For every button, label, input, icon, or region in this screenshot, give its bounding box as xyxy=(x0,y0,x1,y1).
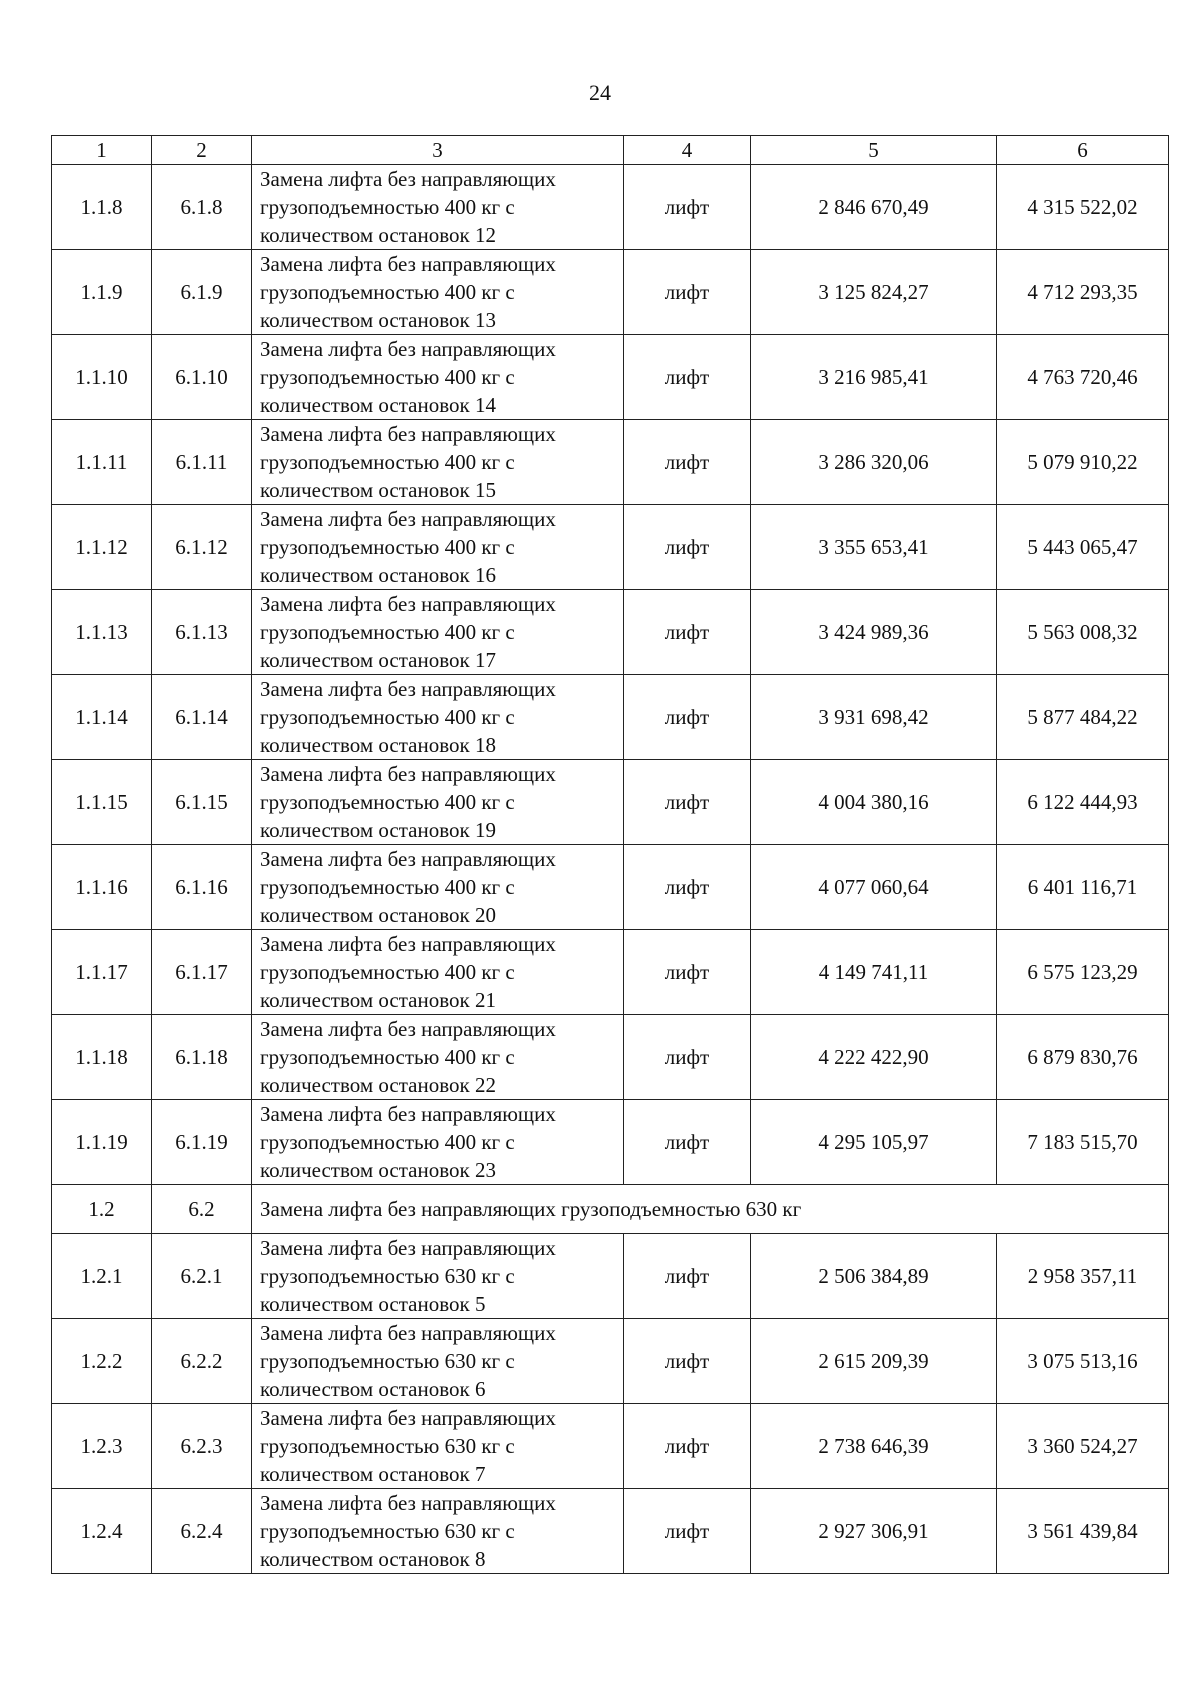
row-code: 6.1.12 xyxy=(152,505,252,590)
description-line: Замена лифта без направляющих xyxy=(260,847,556,871)
description-line: Замена лифта без направляющих xyxy=(260,762,556,786)
row-code: 6.1.13 xyxy=(152,590,252,675)
row-description xyxy=(252,1234,624,1319)
row-unit: лифт xyxy=(624,1100,751,1185)
row-value-5: 4 077 060,64 xyxy=(751,845,997,930)
description-line: Замена лифта без направляющих xyxy=(260,677,556,701)
description-line: грузоподъемностью 400 кг с xyxy=(260,705,515,729)
row-value-5: 2 615 209,39 xyxy=(751,1319,997,1404)
row-number: 1.1.13 xyxy=(52,590,152,675)
description-line: Замена лифта без направляющих xyxy=(260,932,556,956)
row-value-5: 4 222 422,90 xyxy=(751,1015,997,1100)
description-line: грузоподъемностью 400 кг с xyxy=(260,450,515,474)
row-description xyxy=(252,1404,624,1489)
description-line: количеством остановок 23 xyxy=(260,1158,496,1182)
row-description xyxy=(252,1100,624,1185)
row-unit: лифт xyxy=(624,590,751,675)
group-row xyxy=(52,1185,1169,1234)
table-body xyxy=(52,165,1169,1574)
header-col-1: 1 xyxy=(52,136,152,165)
row-value-6: 2 958 357,11 xyxy=(997,1234,1169,1319)
row-number: 1.1.12 xyxy=(52,505,152,590)
table-row xyxy=(52,420,1169,505)
row-value-6: 6 575 123,29 xyxy=(997,930,1169,1015)
description-line: количеством остановок 8 xyxy=(260,1547,486,1571)
row-number: 1.1.14 xyxy=(52,675,152,760)
description-line: количеством остановок 21 xyxy=(260,988,496,1012)
row-description xyxy=(252,845,624,930)
row-value-5: 3 125 824,27 xyxy=(751,250,997,335)
table-row xyxy=(52,590,1169,675)
table-row xyxy=(52,845,1169,930)
row-code: 6.1.14 xyxy=(152,675,252,760)
page-number: 24 xyxy=(589,80,611,105)
description-line: грузоподъемностью 630 кг с xyxy=(260,1349,515,1373)
table-row xyxy=(52,165,1169,250)
price-table xyxy=(51,135,1169,1574)
header-col-4: 4 xyxy=(624,136,751,165)
description-line: грузоподъемностью 630 кг с xyxy=(260,1434,515,1458)
row-number: 1.2.1 xyxy=(52,1234,152,1319)
row-value-6: 3 075 513,16 xyxy=(997,1319,1169,1404)
description-line: Замена лифта без направляющих xyxy=(260,1321,556,1345)
row-description xyxy=(252,1489,624,1574)
row-code: 6.1.10 xyxy=(152,335,252,420)
row-description xyxy=(252,335,624,420)
row-number: 1.2.2 xyxy=(52,1319,152,1404)
row-code: 6.1.15 xyxy=(152,760,252,845)
row-value-6: 6 122 444,93 xyxy=(997,760,1169,845)
row-code: 6.2.3 xyxy=(152,1404,252,1489)
row-value-5: 2 846 670,49 xyxy=(751,165,997,250)
description-line: количеством остановок 7 xyxy=(260,1462,486,1486)
row-value-6: 4 315 522,02 xyxy=(997,165,1169,250)
row-code: 6.1.18 xyxy=(152,1015,252,1100)
row-description xyxy=(252,590,624,675)
row-unit: лифт xyxy=(624,1234,751,1319)
description-line: количеством остановок 5 xyxy=(260,1292,486,1316)
description-line: грузоподъемностью 400 кг с xyxy=(260,535,515,559)
table-row xyxy=(52,760,1169,845)
row-value-6: 5 563 008,32 xyxy=(997,590,1169,675)
row-unit: лифт xyxy=(624,845,751,930)
description-line: грузоподъемностью 400 кг с xyxy=(260,195,515,219)
description-line: Замена лифта без направляющих xyxy=(260,507,556,531)
row-value-6: 6 879 830,76 xyxy=(997,1015,1169,1100)
row-code: 6.2.2 xyxy=(152,1319,252,1404)
description-line: грузоподъемностью 400 кг с xyxy=(260,1130,515,1154)
row-description xyxy=(252,675,624,760)
row-code: 6.1.19 xyxy=(152,1100,252,1185)
row-value-6: 5 877 484,22 xyxy=(997,675,1169,760)
row-number: 1.1.17 xyxy=(52,930,152,1015)
description-line: грузоподъемностью 400 кг с xyxy=(260,365,515,389)
header-col-6: 6 xyxy=(997,136,1169,165)
row-value-6: 5 443 065,47 xyxy=(997,505,1169,590)
description-line: грузоподъемностью 630 кг с xyxy=(260,1519,515,1543)
header-row xyxy=(52,136,1169,165)
group-title: Замена лифта без направляющих грузоподъемностью 630 кг xyxy=(252,1185,1169,1234)
row-value-5: 3 355 653,41 xyxy=(751,505,997,590)
row-number: 1.1.16 xyxy=(52,845,152,930)
description-line: грузоподъемностью 400 кг с xyxy=(260,1045,515,1069)
row-number: 1.1.9 xyxy=(52,250,152,335)
table-row xyxy=(52,675,1169,760)
row-value-6: 4 763 720,46 xyxy=(997,335,1169,420)
row-description xyxy=(252,930,624,1015)
row-value-5: 3 424 989,36 xyxy=(751,590,997,675)
row-unit: лифт xyxy=(624,165,751,250)
row-number: 1.1.18 xyxy=(52,1015,152,1100)
row-unit: лифт xyxy=(624,250,751,335)
row-description xyxy=(252,165,624,250)
row-code: 6.1.9 xyxy=(152,250,252,335)
description-line: грузоподъемностью 400 кг с xyxy=(260,875,515,899)
row-unit: лифт xyxy=(624,1319,751,1404)
row-value-5: 4 149 741,11 xyxy=(751,930,997,1015)
description-line: количеством остановок 17 xyxy=(260,648,496,672)
description-line: количеством остановок 13 xyxy=(260,308,496,332)
row-unit: лифт xyxy=(624,675,751,760)
row-value-6: 6 401 116,71 xyxy=(997,845,1169,930)
row-code: 6.1.16 xyxy=(152,845,252,930)
row-value-5: 3 216 985,41 xyxy=(751,335,997,420)
table-row xyxy=(52,505,1169,590)
description-line: Замена лифта без направляющих xyxy=(260,1406,556,1430)
header-col-3: 3 xyxy=(252,136,624,165)
row-code: 6.2.1 xyxy=(152,1234,252,1319)
row-code: 6.1.8 xyxy=(152,165,252,250)
row-description xyxy=(252,250,624,335)
table-row xyxy=(52,1015,1169,1100)
row-number: 1.1.19 xyxy=(52,1100,152,1185)
table-row xyxy=(52,930,1169,1015)
row-unit: лифт xyxy=(624,335,751,420)
row-value-5: 2 506 384,89 xyxy=(751,1234,997,1319)
description-line: грузоподъемностью 630 кг с xyxy=(260,1264,515,1288)
row-value-5: 2 738 646,39 xyxy=(751,1404,997,1489)
row-value-5: 2 927 306,91 xyxy=(751,1489,997,1574)
row-value-6: 3 561 439,84 xyxy=(997,1489,1169,1574)
row-value-6: 3 360 524,27 xyxy=(997,1404,1169,1489)
description-line: количеством остановок 20 xyxy=(260,903,496,927)
description-line: количеством остановок 6 xyxy=(260,1377,486,1401)
row-number: 1.2 xyxy=(52,1185,152,1234)
row-number: 1.1.11 xyxy=(52,420,152,505)
row-code: 6.2 xyxy=(152,1185,252,1234)
row-value-6: 7 183 515,70 xyxy=(997,1100,1169,1185)
table-row xyxy=(52,1404,1169,1489)
row-unit: лифт xyxy=(624,420,751,505)
row-value-6: 5 079 910,22 xyxy=(997,420,1169,505)
description-line: Замена лифта без направляющих xyxy=(260,167,556,191)
row-unit: лифт xyxy=(624,760,751,845)
row-unit: лифт xyxy=(624,930,751,1015)
row-unit: лифт xyxy=(624,1404,751,1489)
row-description xyxy=(252,420,624,505)
row-value-5: 4 004 380,16 xyxy=(751,760,997,845)
description-line: Замена лифта без направляющих xyxy=(260,422,556,446)
description-line: Замена лифта без направляющих xyxy=(260,252,556,276)
table-row xyxy=(52,250,1169,335)
header-col-5: 5 xyxy=(751,136,997,165)
row-code: 6.2.4 xyxy=(152,1489,252,1574)
description-line: количеством остановок 16 xyxy=(260,563,496,587)
description-line: грузоподъемностью 400 кг с xyxy=(260,280,515,304)
row-description xyxy=(252,760,624,845)
description-line: Замена лифта без направляющих xyxy=(260,592,556,616)
row-code: 6.1.17 xyxy=(152,930,252,1015)
row-code: 6.1.11 xyxy=(152,420,252,505)
table-row xyxy=(52,1100,1169,1185)
description-line: количеством остановок 22 xyxy=(260,1073,496,1097)
description-line: количеством остановок 15 xyxy=(260,478,496,502)
row-unit: лифт xyxy=(624,505,751,590)
description-line: Замена лифта без направляющих xyxy=(260,1017,556,1041)
row-description xyxy=(252,505,624,590)
description-line: грузоподъемностью 400 кг с xyxy=(260,960,515,984)
description-line: количеством остановок 14 xyxy=(260,393,496,417)
row-value-5: 4 295 105,97 xyxy=(751,1100,997,1185)
description-line: количеством остановок 18 xyxy=(260,733,496,757)
header-col-2: 2 xyxy=(152,136,252,165)
row-number: 1.2.3 xyxy=(52,1404,152,1489)
table-row xyxy=(52,1319,1169,1404)
row-number: 1.1.10 xyxy=(52,335,152,420)
description-line: Замена лифта без направляющих xyxy=(260,1491,556,1515)
row-value-5: 3 931 698,42 xyxy=(751,675,997,760)
row-unit: лифт xyxy=(624,1015,751,1100)
row-number: 1.2.4 xyxy=(52,1489,152,1574)
description-line: грузоподъемностью 400 кг с xyxy=(260,790,515,814)
row-description xyxy=(252,1015,624,1100)
description-line: грузоподъемностью 400 кг с xyxy=(260,620,515,644)
row-number: 1.1.8 xyxy=(52,165,152,250)
description-line: Замена лифта без направляющих xyxy=(260,1102,556,1126)
table-row xyxy=(52,1234,1169,1319)
description-line: Замена лифта без направляющих xyxy=(260,337,556,361)
row-value-6: 4 712 293,35 xyxy=(997,250,1169,335)
row-description xyxy=(252,1319,624,1404)
table-row xyxy=(52,335,1169,420)
description-line: количеством остановок 12 xyxy=(260,223,496,247)
row-unit: лифт xyxy=(624,1489,751,1574)
row-number: 1.1.15 xyxy=(52,760,152,845)
row-value-5: 3 286 320,06 xyxy=(751,420,997,505)
table-row xyxy=(52,1489,1169,1574)
description-line: количеством остановок 19 xyxy=(260,818,496,842)
description-line: Замена лифта без направляющих xyxy=(260,1236,556,1260)
